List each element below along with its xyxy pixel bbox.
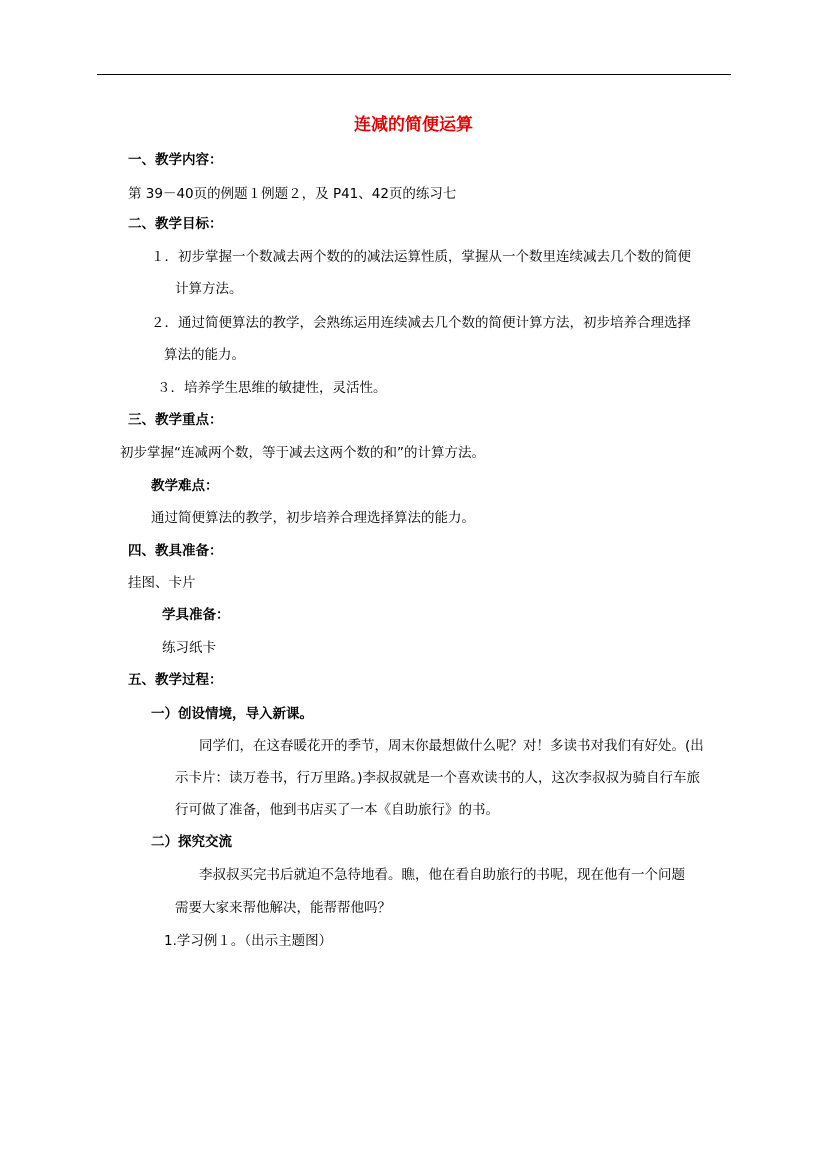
goal-item-2-line1: ２．通过简便算法的教学，会熟练运用连续减去几个数的简便计算方法，初步培养合理选择	[151, 315, 691, 331]
section-heading-teaching-aids: 四、教具准备：	[128, 543, 223, 559]
goal-item-3: ３．培养学生思维的敏捷性，灵活性。	[157, 380, 387, 396]
sub-heading-difficulties: 教学难点：	[151, 478, 219, 494]
process-part-1-line: 行可做了准备，他到书店买了一本《自助旅行》的书。	[175, 802, 499, 818]
header-rule	[97, 74, 731, 75]
key-points-line: 初步掌握“连减两个数，等于减去这两个数的和”的计算方法。	[120, 445, 485, 461]
process-part-1-line: 同学们，在这春暖花开的季节，周末你最想做什么呢？对！多读书对我们有好处。(出	[199, 738, 704, 754]
process-part-1-heading: 一）创设情境，导入新课。	[151, 706, 313, 722]
sub-heading-student-aids: 学具准备：	[162, 607, 230, 623]
goal-item-2-line2: 算法的能力。	[164, 347, 245, 363]
section-heading-process: 五、教学过程：	[128, 672, 223, 688]
goal-item-1-line2: 计算方法。	[175, 281, 243, 297]
goal-item-1-line1: １．初步掌握一个数减去两个数的的减法运算性质，掌握从一个数里连续减去几个数的简便	[151, 249, 691, 265]
student-aids-line: 练习纸卡	[162, 640, 216, 656]
process-part-2-heading: 二）探究交流	[151, 834, 232, 850]
process-part-2-line: 需要大家来帮他解决，能帮帮他吗？	[175, 900, 391, 916]
teaching-aids-line: 挂图、卡片	[128, 575, 196, 591]
process-part-1-line: 示卡片：读万卷书，行万里路。)李叔叔就是一个喜欢读书的人，这次李叔叔为骑自行车旅	[175, 770, 701, 786]
page-title: 连减的简便运算	[354, 115, 473, 135]
section-heading-key-points: 三、教学重点：	[128, 412, 223, 428]
process-part-2-line: 1.学习例１。（出示主题图）	[164, 933, 333, 949]
section-heading-goals: 二、教学目标：	[128, 216, 223, 232]
difficulties-line: 通过简便算法的教学，初步培养合理选择算法的能力。	[151, 510, 475, 526]
content-line: 第 39－40页的例题１例题２，及 P41、42页的练习七	[128, 186, 457, 202]
section-heading-content: 一、教学内容：	[128, 152, 223, 168]
process-part-2-line: 李叔叔买完书后就迫不急待地看。瞧，他在看自助旅行的书呢，现在他有一个问题	[199, 867, 685, 883]
